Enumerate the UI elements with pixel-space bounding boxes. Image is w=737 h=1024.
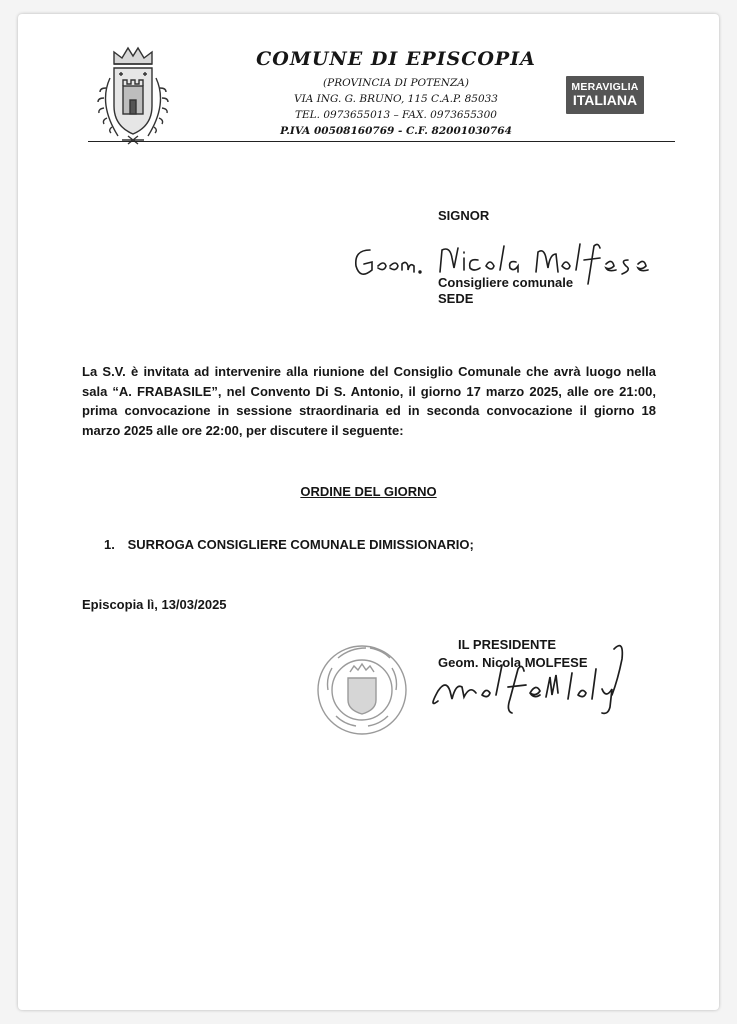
official-stamp-icon: [314, 638, 410, 742]
signatory-name: Geom. Nicola MOLFESE: [438, 655, 588, 670]
province-line: (PROVINCIA DI POTENZA): [323, 77, 469, 89]
badge-bottom-text: ITALIANA: [572, 92, 638, 108]
contacts-line: TEL. 0973655013 – FAX. 0973655300: [295, 109, 497, 121]
agenda-title: ORDINE DEL GIORNO: [300, 484, 437, 499]
address-line: VIA ING. G. BRUNO, 115 C.A.P. 85033: [293, 93, 498, 105]
fiscal-line: P.IVA 00508160769 - C.F. 82001030764: [280, 125, 512, 137]
agenda-item-number: 1.: [104, 537, 115, 552]
invitation-paragraph: La S.V. è invitata ad intervenire alla riunione del Consiglio Comunale che avrà luogo nella sala “A. FRABASILE”, nel Convento Di S. Antonio, il giorno 17 marzo 2025, alle ore 21:00, prima convocazione in sessione straordinaria ed in seconda convocazione il giorno 18 marzo 2025 alle ore 22:00, per discutere il seguente:: [82, 364, 656, 438]
coat-of-arms-icon: [92, 44, 174, 156]
signatory-title: IL PRESIDENTE: [458, 637, 557, 652]
place-and-date: Episcopia lì, 13/03/2025: [82, 597, 227, 612]
badge-top-text: MERAVIGLIA: [571, 81, 639, 93]
agenda-item-text: SURROGA CONSIGLIERE COMUNALE DIMISSIONARIO;: [127, 537, 474, 552]
addressee-salutation: SIGNOR: [438, 208, 490, 223]
document-page: [18, 14, 719, 1010]
agenda-item: [104, 537, 474, 552]
header-divider: [88, 141, 675, 142]
addressee-role: Consigliere comunale: [438, 275, 574, 290]
meraviglia-italiana-logo: [566, 76, 644, 114]
municipality-header: [206, 48, 586, 139]
handwritten-signature: [418, 629, 638, 719]
addressee-location: SEDE: [438, 291, 474, 306]
municipality-title: COMUNE DI EPISCOPIA: [256, 48, 536, 70]
